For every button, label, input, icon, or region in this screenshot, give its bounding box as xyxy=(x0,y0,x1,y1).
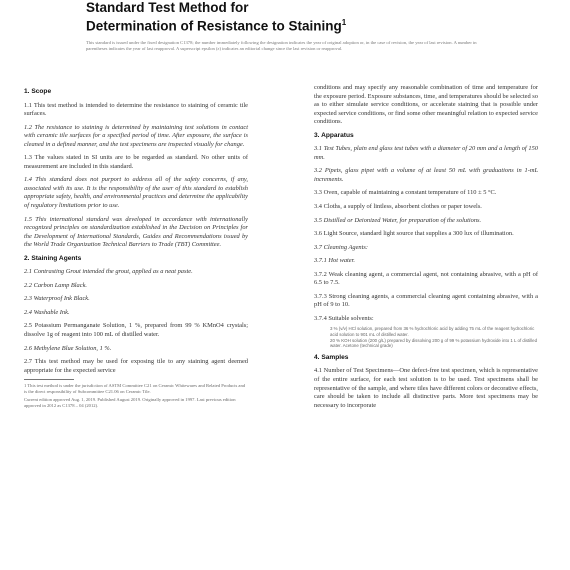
document-header xyxy=(86,0,506,52)
paragraph-3-7: 3.7 Cleaning Agents: xyxy=(314,243,369,251)
paragraph-3-7-1: 3.7.1 Hot water. xyxy=(314,257,356,265)
paragraph-4-1: 4.1 Number of Test Specimens—One defect-free test specimen, which is representative of the entire surface, for each test solution is to be used. Test specimens shall be representative of the sample, and where tiles have different colors or decorative effects, care should be taken to include all distinctive parts. More test specimens may be necessary to incorporate xyxy=(314,367,538,409)
section-heading-samples: 4. Samples xyxy=(314,353,349,361)
paragraph-3-7-4: 3.7.4 Suitable solvents: xyxy=(314,314,374,322)
section-heading-staining-agents: 2. Staining Agents xyxy=(24,254,82,262)
paragraph-3-6: 3.6 Light Source, standard light source that supplies a 300 lux of illumination. xyxy=(314,230,514,238)
paragraph-1-2: 1.2 The resistance to staining is determined by maintaining test solutions in contact with ceramic tile surfaces for a specified period of time. After exposure, the surface is cleaned in a defined manner, and the test specimens are inspected visually for change. xyxy=(24,123,248,148)
document-title xyxy=(86,0,506,34)
solvent-list xyxy=(330,326,538,348)
paragraph-2-1: 2.1 Contrasting Grout intended the grout, applied as a neat paste. xyxy=(24,268,193,276)
paragraph-1-5: 1.5 This international standard was developed in accordance with internationally recognized principles on standardization established in the Decision on Principles for the Development of International Standards, Guides and Recommendations issued by the World Trade Organization Technical Barriers to Trade (TBT) Committee. xyxy=(24,215,248,249)
title-line-1: Standard Test Method for xyxy=(86,0,249,15)
paragraph-continued: conditions and may specify any reasonable combination of time and temperature for the exposure period. Exposure substances, time, and temperatures should be selected so as to either simulate service conditions, or accelerate staining that is possible under expected service conditions, or find some other meaningful relation to expected service conditions. xyxy=(314,84,538,126)
title-line-2: Determination of Resistance to Staining xyxy=(86,18,342,34)
footnote-2: Current edition approved Aug. 1, 2019. Published August 2019. Originally approved in 1997. Last previous edition approved in 2012 as C1378 – 04 (2012). xyxy=(24,397,236,409)
paragraph-2-6: 2.6 Methylene Blue Solution, 1 %. xyxy=(24,344,112,352)
paragraph-2-2: 2.2 Carbon Lamp Black. xyxy=(24,281,88,289)
paragraph-2-3: 2.3 Waterproof Ink Black. xyxy=(24,295,90,303)
paragraph-3-7-2: 3.7.2 Weak cleaning agent, a commercial agent, not containing abrasive, with a pH of 6.5 to 7.5. xyxy=(314,270,538,287)
section-heading-scope: 1. Scope xyxy=(24,88,52,95)
right-column xyxy=(314,86,538,415)
paragraph-2-4: 2.4 Washable Ink. xyxy=(24,308,70,316)
paragraph-3-3: 3.3 Oven, capable of maintaining a constant temperature of 110 ± 5 °C. xyxy=(314,189,497,197)
section-heading-apparatus: 3. Apparatus xyxy=(314,131,354,139)
paragraph-3-5: 3.5 Distilled or Deionized Water, for preparation of the solutions. xyxy=(314,216,482,224)
paragraph-3-2: 3.2 Pipets, glass pipet with a volume of at least 50 mL with graduations in 1-mL increments. xyxy=(314,167,538,183)
paragraph-2-7: 2.7 This test method may be used for exposing tile to any staining agent deemed appropriate for the expected service xyxy=(24,358,248,374)
paragraph-1-3: 1.3 The values stated in SI units are to be regarded as standard. No other units of measurement are included in this standard. xyxy=(24,154,248,170)
left-column xyxy=(24,86,248,411)
designation-notice: This standard is issued under the fixed designation C1378; the number immediately following the designation indicates the year of original adoption or, in the case of revision, the year of last revision. A number in parentheses indicates the year of last reapproval. A superscript epsilon (ε) indicates an editorial change since the last revision or reapproval. xyxy=(86,39,477,51)
solvent-koh-acetone: 20 % KOH solution (200 g/L) prepared by dissolving 200 g of 99 % potassium hydroxide into 1 L of distilled water. Acetone (technical grade) xyxy=(330,337,538,349)
paragraph-1-1: 1.1 This test method is intended to determine the resistance to staining of ceramic tile surfaces. xyxy=(24,101,248,118)
footnote-divider xyxy=(24,379,74,380)
solvent-hcl: 3 % (v/v) HCl solution, prepared from 36 % hydrochloric acid by adding 75 mL of the reagent hydrochloric acid solution to 901 mL of distilled water. xyxy=(330,326,535,338)
paragraph-3-1: 3.1 Test Tubes, plain end glass test tubes with a diameter of 20 mm and a length of 150 mm. xyxy=(314,145,538,161)
footnote-1: 1 This test method is under the jurisdiction of ASTM Committee C21 on Ceramic Whitewares and Related Products and is the direct responsibility of Subcommittee C21.06 on Ceramic Tile. xyxy=(24,383,246,395)
paragraph-2-5: 2.5 Potassium Permanganate Solution, 1 %, prepared from 99 % KMnO4 crystals; dissolve 1g of reagent into 100 mL of distilled water. xyxy=(24,322,248,339)
paragraph-1-4: 1.4 This standard does not purport to address all of the safety concerns, if any, associated with its use. It is the responsibility of the user of this standard to establish appropriate safety, health, and environmental practices and determine the applicability of regulatory limitations prior to use. xyxy=(24,176,248,210)
paragraph-3-4: 3.4 Cloths, a supply of lintless, absorbent clothes or paper towels. xyxy=(314,203,482,211)
paragraph-3-7-3: 3.7.3 Strong cleaning agents, a commercial cleaning agent containing abrasive, with a pH of 9 to 10. xyxy=(314,292,538,309)
title-footnote-mark: 1 xyxy=(341,18,347,27)
